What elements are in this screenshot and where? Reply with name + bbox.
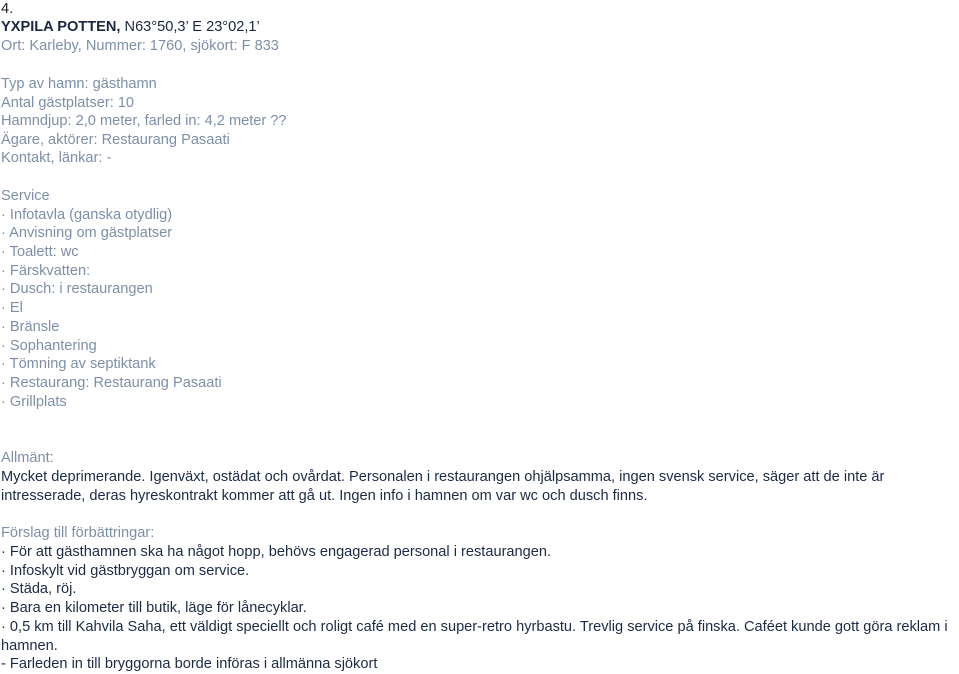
harbor-coordinates: N63°50,3’ E 23°02,1’ — [120, 19, 260, 35]
general-text: Mycket deprimerande. Igenväxt, ostädat och ovårdat. Personalen i restaurangen ohjälpsamma, ingen svensk service, säger att de inte är intresserade, deras hyreskontrakt kommer att gå ut. Ingen info i hamnen om var wc och dusch finns. — [1, 469, 885, 504]
harbor-title — [1, 18, 260, 36]
service-heading: Service — [1, 188, 50, 204]
fact-harbor-type: Typ av hamn: gästhamn — [1, 76, 157, 92]
improvement-item: · Infoskylt vid gästbryggan om service. — [1, 563, 250, 579]
fact-contact: Kontakt, länkar: - — [1, 150, 112, 166]
improvement-item: · Bara en kilometer till butik, läge för lånecyklar. — [1, 600, 307, 616]
service-item: · Bränsle — [1, 319, 60, 335]
harbor-name: YXPILA POTTEN, — [1, 19, 121, 35]
service-item: · Toalett: wc — [1, 244, 79, 260]
fact-depth: Hamndjup: 2,0 meter, farled in: 4,2 meter ?? — [1, 113, 287, 129]
service-item: · El — [1, 300, 23, 316]
improvement-item: - Farleden in till bryggorna borde införas i allmänna sjökort — [1, 656, 378, 672]
improvements-heading: Förslag till förbättringar: — [1, 525, 155, 541]
service-item: · Grillplats — [1, 394, 67, 410]
fact-owner: Ägare, aktörer: Restaurang Pasaati — [1, 132, 230, 148]
improvement-item: · För att gästhamnen ska ha något hopp, behövs engagerad personal i restaurangen. — [1, 544, 552, 560]
service-item: · Dusch: i restaurangen — [1, 281, 153, 297]
service-item: · Tömning av septiktank — [1, 356, 156, 372]
service-item: · Sophantering — [1, 338, 97, 354]
service-item: · Anvisning om gästplatser — [1, 225, 173, 241]
service-item: · Infotavla (ganska otydlig) — [1, 207, 173, 223]
general-heading: Allmänt: — [1, 450, 54, 466]
improvement-item: · 0,5 km till Kahvila Saha, ett väldigt speciellt och roligt café med en super-retro hyrbastu. Trevlig service på finska. Caféet kunde gott göra reklam i hamnen. — [1, 619, 948, 654]
improvement-item: · Städa, röj. — [1, 581, 77, 597]
section-number: 4. — [1, 1, 14, 17]
service-item: · Färskvatten: — [1, 263, 91, 279]
fact-guest-places: Antal gästplatser: 10 — [1, 95, 135, 111]
location-line: Ort: Karleby, Nummer: 1760, sjökort: F 833 — [1, 38, 279, 54]
service-item: · Restaurang: Restaurang Pasaati — [1, 375, 222, 391]
